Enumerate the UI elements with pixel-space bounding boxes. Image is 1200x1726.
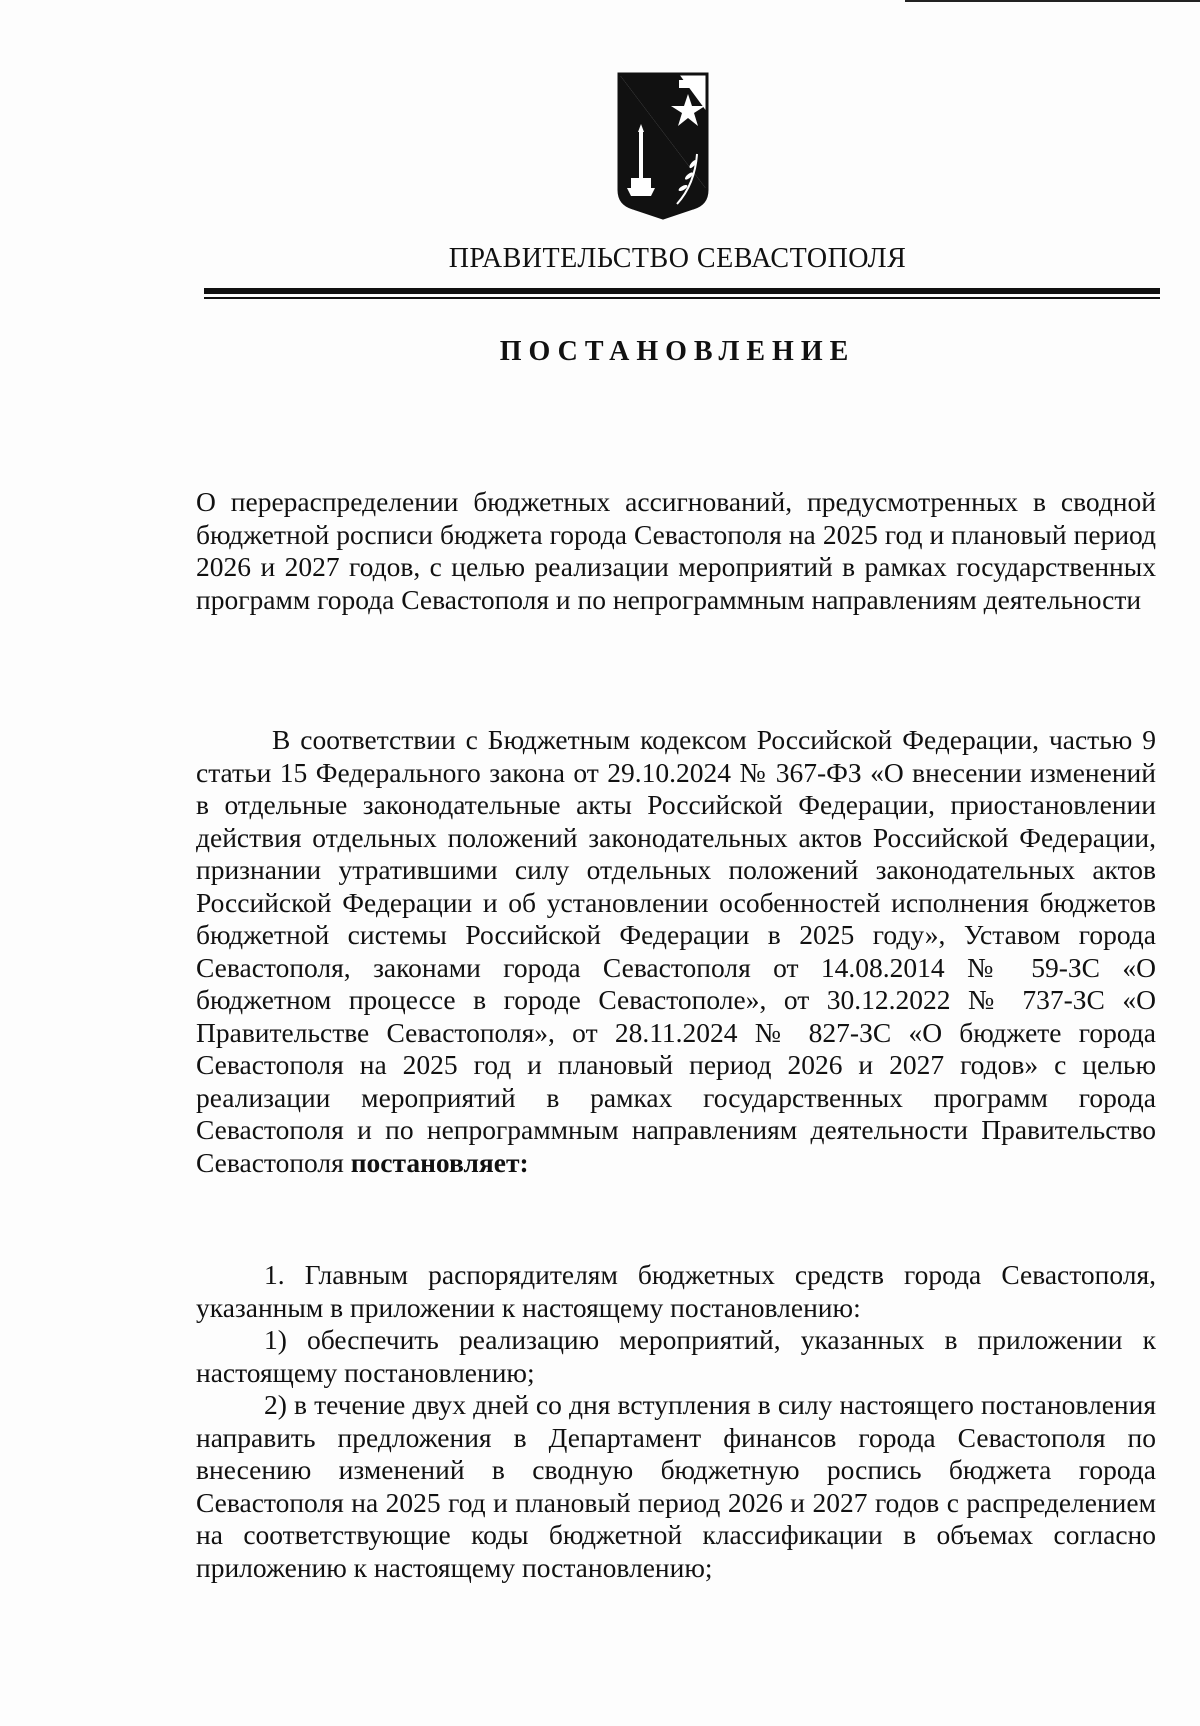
header-rule-thin	[204, 297, 1160, 299]
header-rule-thick	[204, 288, 1160, 294]
resolution-subject: О перераспределении бюджетных ассигнований, предусмотренных в сводной бюджетной росписи бюджета города Севастополя на 2025 год и плановый период 2026 и 2027 годов, с целью реализации мероприятий в рамках государственных программ города Севастополя и по непрограммным направлениям деятельности	[196, 486, 1156, 615]
item-1-subitem-1: 1) обеспечить реализацию мероприятий, указанных в приложении к настоящему постановлению;	[196, 1324, 1156, 1388]
document-type-heading: ПОСТАНОВЛЕНИЕ	[499, 336, 856, 367]
item-1: 1. Главным распорядителям бюджетных средств города Севастополя, указанным в приложении к настоящему постановлению:	[196, 1259, 1156, 1323]
government-title: ПРАВИТЕЛЬСТВО СЕВАСТОПОЛЯ	[448, 243, 907, 274]
scan-edge-line	[905, 0, 1200, 2]
resolves-keyword: постановляет:	[350, 1146, 529, 1178]
preamble-paragraph	[196, 724, 1156, 1179]
sevastopol-coat-of-arms-icon	[617, 72, 709, 220]
preamble-text: В соответствии с Бюджетным кодексом Российской Федерации, частью 9 статьи 15 Федерального закона от 29.10.2024 № 367-ФЗ «О внесении изменений в отдельные законодательные акты Российской Федерации, приостановлении действия отдельных положений законодательных актов Российской Федерации, признании утратившими силу отдельных положений законодательных актов Российской Федерации и об установлении особенностей исполнения бюджетов бюджетной системы Российской Федерации в 2025 году», Уставом города Севастополя, законами города Севастополя от 14.08.2014 № 59-ЗС «О бюджетном процессе в городе Севастополе», от 30.12.2022 № 737-ЗС «О Правительстве Севастополя», от 28.11.2024 № 827-ЗС «О бюджете города Севастополя на 2025 год и плановый период 2026 и 2027 годов» с целью реализации мероприятий в рамках государственных программ города Севастополя и по непрограммным направлениям деятельности Правительство Севастополя	[196, 724, 1156, 1178]
item-1-subitem-2: 2) в течение двух дней со дня вступления в силу настоящего постановления направить предложения в Департамент финансов города Севастополя по внесению изменений в сводную бюджетную роспись бюджета города Севастополя на 2025 год и плановый период 2026 и 2027 годов с распределением на соответствующие коды бюджетной классификации в объемах согласно приложению к настоящему постановлению;	[196, 1389, 1156, 1583]
